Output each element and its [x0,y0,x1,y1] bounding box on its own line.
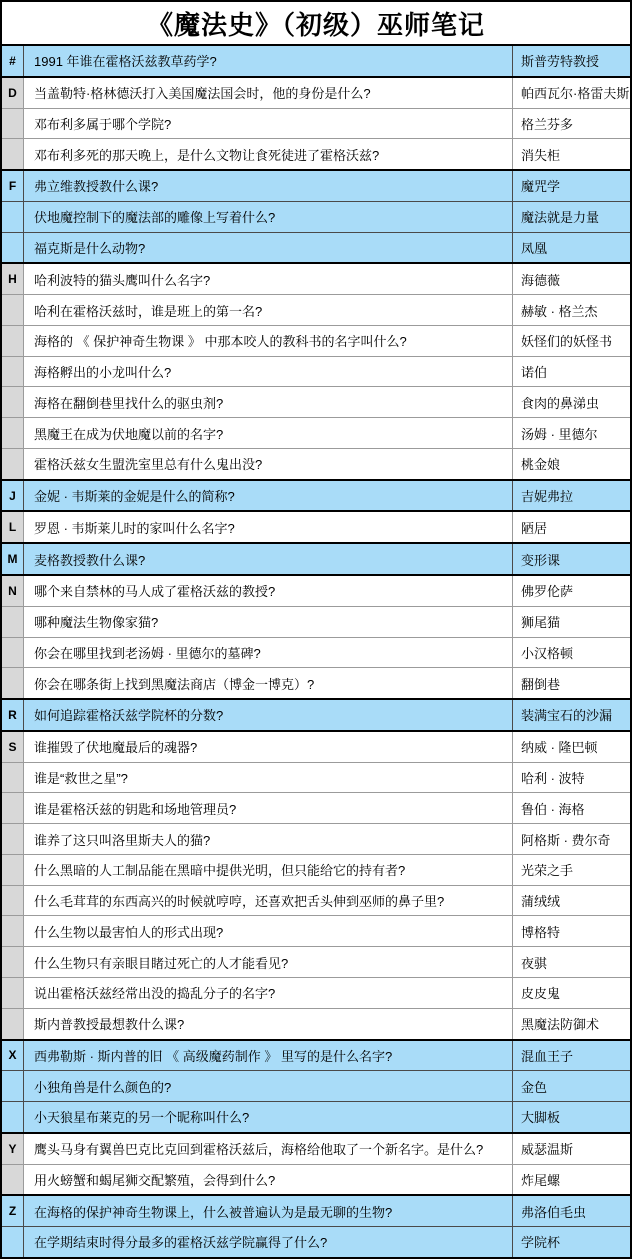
question-cell: 谁是霍格沃兹的钥匙和场地管理员? [24,793,513,823]
table-row [2,44,630,76]
question-cell: 什么黑暗的人工制品能在黑暗中提供光明，但只能给它的持有者? [24,855,513,885]
answer-cell: 蒲绒绒 [521,894,561,910]
answer-cell: 威瑟温斯 [521,1142,574,1158]
question-cell: 哪种魔法生物像家猫? [24,607,513,637]
table-row [2,262,630,294]
table-row [2,1226,630,1257]
answer-cell: 皮皮鬼 [521,986,561,1002]
answer-cell: 凤凰 [521,240,548,256]
table-row [2,356,630,387]
question-cell: 1991 年谁在霍格沃兹教草药学? [24,46,513,76]
table-row [2,854,630,885]
letter-cell [2,886,24,916]
table-row [2,977,630,1008]
letter-cell: D [2,78,24,108]
letter-cell [2,855,24,885]
table-row [2,325,630,356]
answer-cell: 魔咒学 [521,179,561,195]
question-cell: 福克斯是什么动物? [24,233,513,263]
letter-cell: N [2,576,24,606]
table-row [2,108,630,139]
answer-cell: 混血王子 [521,1048,574,1064]
question-cell: 麦格教授教什么课? [24,544,513,574]
question-cell: 海格的 《 保护神奇生物课 》 中那本咬人的教科书的名字叫什么? [24,326,513,356]
table-row [2,1101,630,1132]
letter-cell: # [2,46,24,76]
question-cell: 在海格的保护神奇生物课上，什么被普遍认为是最无聊的生物? [24,1196,513,1226]
question-cell: 海格在翻倒巷里找什么的驱虫剂? [24,387,513,417]
answer-cell: 魔法就是力量 [521,210,600,226]
letter-cell [2,916,24,946]
table-row [2,792,630,823]
answer-cell: 博格特 [521,924,561,940]
table-row [2,479,630,511]
answer-cell: 消失柜 [521,147,561,163]
table-row [2,232,630,263]
letter-cell: Z [2,1196,24,1226]
table-row [2,667,630,698]
question-cell: 罗恩 · 韦斯莱儿时的家叫什么名字? [24,512,513,542]
letter-cell [2,793,24,823]
question-cell: 用火螃蟹和蝎尾狮交配繁殖，会得到什么? [24,1165,513,1195]
letter-cell [2,109,24,139]
letter-cell [2,357,24,387]
letter-cell [2,978,24,1008]
answer-cell: 诺伯 [521,365,548,381]
letter-cell [2,449,24,479]
answer-cell: 斯普劳特教授 [521,54,600,70]
letter-cell: J [2,481,24,511]
question-cell: 你会在哪里找到老汤姆 · 里德尔的墓碑? [24,638,513,668]
answer-cell: 吉妮弗拉 [521,489,574,505]
answer-cell: 帕西瓦尔·格雷夫斯 [521,86,630,102]
table-row [2,1039,630,1071]
letter-cell: F [2,171,24,201]
letter-cell: M [2,544,24,574]
letter-cell: X [2,1041,24,1071]
answer-cell: 夜骐 [521,955,548,971]
question-cell: 谁养了这只叫洛里斯夫人的猫? [24,824,513,854]
letter-cell [2,763,24,793]
answer-cell: 佛罗伦萨 [521,584,574,600]
answer-cell: 格兰芬多 [521,116,574,132]
answer-cell: 狮尾猫 [521,615,561,631]
table-row [2,823,630,854]
letter-cell [2,668,24,698]
table-row [2,698,630,730]
answer-cell: 黑魔法防御术 [521,1017,600,1033]
letter-cell: S [2,732,24,762]
question-cell: 邓布利多死的那天晚上，是什么文物让食死徒进了霍格沃兹? [24,139,513,169]
question-cell: 弗立维教授教什么课? [24,171,513,201]
letter-cell [2,947,24,977]
question-cell: 谁是“救世之星”? [24,763,513,793]
letter-cell [2,233,24,263]
answer-cell: 妖怪们的妖怪书 [521,334,613,350]
letter-cell [2,295,24,325]
quiz-table [2,44,630,1257]
table-row [2,1164,630,1195]
question-cell: 如何追踪霍格沃兹学院杯的分数? [24,700,513,730]
question-cell: 邓布利多属于哪个学院? [24,109,513,139]
question-cell: 哈利波特的猫头鹰叫什么名字? [24,264,513,294]
table-row [2,1194,630,1226]
answer-cell: 小汉格顿 [521,645,574,661]
answer-cell: 海德薇 [521,272,561,288]
table-row [2,448,630,479]
question-cell: 小独角兽是什么颜色的? [24,1071,513,1101]
letter-cell: R [2,700,24,730]
question-cell: 说出霍格沃兹经常出没的捣乱分子的名字? [24,978,513,1008]
question-cell: 西弗勒斯 · 斯内普的旧 《 高级魔药制作 》 里写的是什么名字? [24,1041,513,1071]
answer-cell: 桃金娘 [521,457,561,473]
answer-cell: 炸尾螺 [521,1172,561,1188]
table-row [2,169,630,201]
table-row [2,946,630,977]
letter-cell [2,1165,24,1195]
letter-cell [2,418,24,448]
question-cell: 你会在哪条街上找到黑魔法商店（博金一博克）? [24,668,513,698]
table-row [2,915,630,946]
answer-cell: 纳威 · 隆巴顿 [521,740,598,756]
page-title: 《魔法史》（初级）巫师笔记 [2,2,630,44]
answer-cell: 大脚板 [521,1110,561,1126]
letter-cell [2,1009,24,1039]
letter-cell [2,607,24,637]
letter-cell [2,824,24,854]
table-row [2,1008,630,1039]
letter-cell [2,139,24,169]
question-cell: 伏地魔控制下的魔法部的雕像上写着什么? [24,202,513,232]
letter-cell: H [2,264,24,294]
question-cell: 在学期结束时得分最多的霍格沃兹学院赢得了什么? [24,1227,513,1257]
table-row [2,574,630,606]
question-cell: 什么毛茸茸的东西高兴的时候就哼哼，还喜欢把舌头伸到巫师的鼻子里? [24,886,513,916]
table-row [2,294,630,325]
question-cell: 小天狼星布莱克的另一个昵称叫什么? [24,1102,513,1132]
question-cell: 霍格沃兹女生盟洗室里总有什么鬼出没? [24,449,513,479]
answer-cell: 金色 [521,1079,548,1095]
table-row [2,885,630,916]
letter-cell [2,638,24,668]
question-cell: 谁摧毁了伏地魔最后的魂器? [24,732,513,762]
table-row [2,606,630,637]
letter-cell: L [2,512,24,542]
answer-cell: 学院杯 [521,1235,561,1251]
table-row [2,201,630,232]
question-cell: 斯内普教授最想教什么课? [24,1009,513,1039]
letter-cell [2,1102,24,1132]
question-cell: 鹰头马身有翼兽巴克比克回到霍格沃兹后，海格给他取了一个新名字。是什么? [24,1134,513,1164]
answer-cell: 陋居 [521,520,548,536]
answer-cell: 装满宝石的沙漏 [521,708,613,724]
table-row [2,417,630,448]
question-cell: 黑魔王在成为伏地魔以前的名字? [24,418,513,448]
table-row [2,138,630,169]
letter-cell [2,202,24,232]
table-row [2,510,630,542]
table-row [2,730,630,762]
letter-cell [2,1227,24,1257]
answer-cell: 汤姆 · 里德尔 [521,426,598,442]
answer-cell: 食肉的鼻涕虫 [521,395,600,411]
answer-cell: 变形课 [521,552,561,568]
table-row [2,386,630,417]
question-cell: 海格孵出的小龙叫什么? [24,357,513,387]
question-cell: 当盖勒特·格林德沃打入美国魔法国会时，他的身份是什么? [24,78,513,108]
answer-cell: 哈利 · 波特 [521,770,585,786]
answer-cell: 翻倒巷 [521,676,561,692]
question-cell: 什么生物以最害怕人的形式出现? [24,916,513,946]
table-row [2,762,630,793]
table-row [2,1132,630,1164]
table-row [2,542,630,574]
question-cell: 哪个来自禁林的马人成了霍格沃兹的教授? [24,576,513,606]
table-row [2,76,630,108]
question-cell: 金妮 · 韦斯莱的金妮是什么的简称? [24,481,513,511]
answer-cell: 鲁伯 · 海格 [521,801,585,817]
answer-cell: 赫敏 · 格兰杰 [521,303,598,319]
question-cell: 哈利在霍格沃兹时，谁是班上的第一名? [24,295,513,325]
answer-cell: 光荣之手 [521,863,574,879]
letter-cell [2,387,24,417]
table-row [2,637,630,668]
answer-cell: 弗洛伯毛虫 [521,1204,587,1220]
question-cell: 什么生物只有亲眼目睹过死亡的人才能看见? [24,947,513,977]
table-row [2,1070,630,1101]
letter-cell [2,1071,24,1101]
letter-cell: Y [2,1134,24,1164]
letter-cell [2,326,24,356]
answer-cell: 阿格斯 · 费尔奇 [521,832,611,848]
